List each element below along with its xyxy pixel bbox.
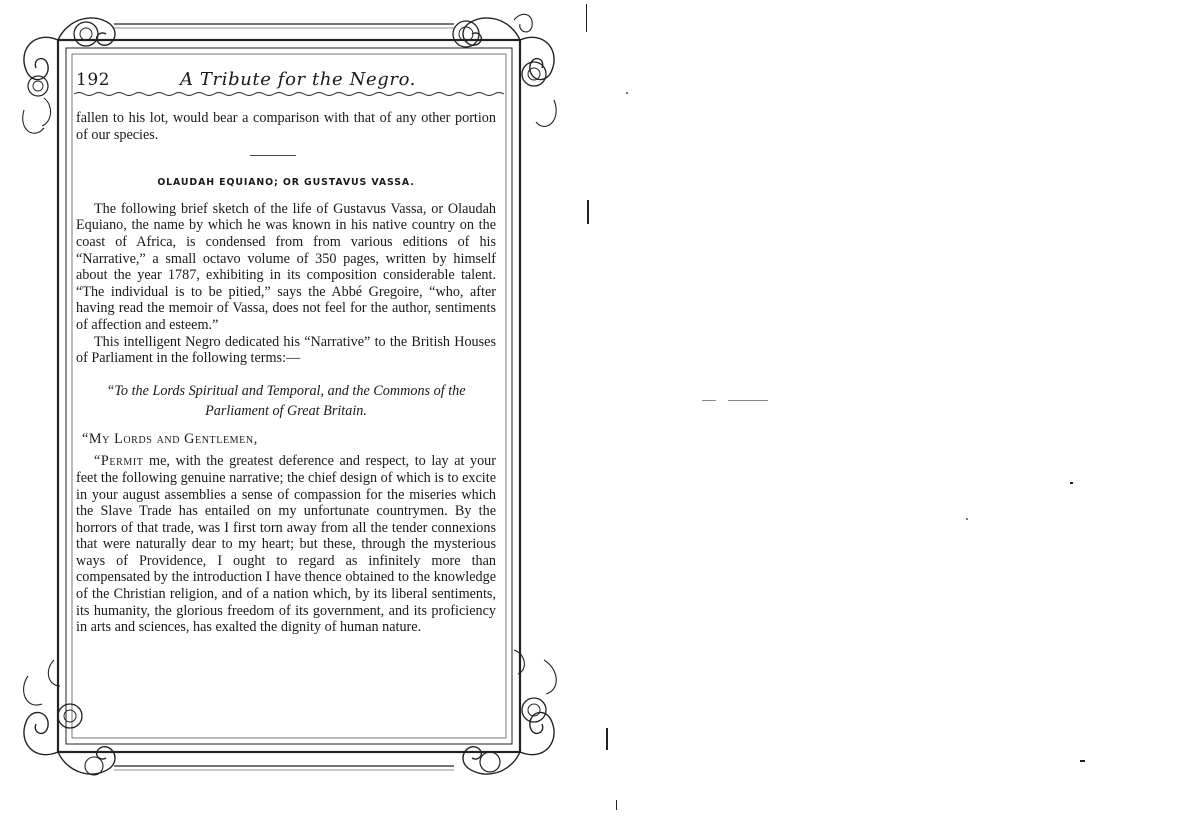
letter-text: me, with the greatest deference and respect, to lay at your feet the following genuine narrative; the chief design of which is to excite in your august assemblies a sense of compassion for the miseries which the Slave Trade has entailed on my unfortunate countrymen. By the horrors of that trade, was I first torn away from all the tender connexions that were naturally dear to my heart; but these, through the mysterious ways of Providence, I ought to regard as infinitely more than compensated by the introduction I have thence obtained to the knowledge of the Christian religion, and of a nation which, by its liberal sentiments, its humanity, the glorious freedom of its government, and its proficiency in arts and sciences, has exalted the dignity of human nature. [76,453,496,636]
scan-mark [1080,760,1085,762]
scan-mark [966,518,968,520]
dedication: “To the Lords Spiritual and Temporal, and the Commons of the Parliament of Great Britain. [106,382,466,419]
scan-mark [702,400,716,401]
book-page [76,60,494,730]
scan-mark [587,200,589,224]
page-number: 192 [76,70,110,90]
salutation: “My Lords and Gentlemen, [82,430,258,447]
blank-facing-page [580,0,1200,816]
body-paragraph-2: This intelligent Negro dedicated his “Narrative” to the British Houses of Parliament in the following terms:— [76,333,496,367]
continuation-paragraph: fallen to his lot, would bear a comparison with that of any other portion of our species. [76,110,496,143]
scan-mark [586,4,587,32]
letter-paragraph [76,453,496,636]
page-body [76,110,496,636]
scan-mark [606,728,608,750]
scan-mark [1070,482,1073,484]
scan-mark [728,400,768,401]
section-divider [250,155,296,156]
body-paragraph-1: The following brief sketch of the life of Gustavus Vassa, or Olaudah Equiano, the name by which he was known in his native country on the coast of Africa, is condensed from from various editions of his “Narrative,” a small octavo volume of 350 pages, written by himself about the year 1787, exhibiting in its composition considerable talent. “The individual is to be pitied,” says the Abbé Gregoire, “who, after having read the memoir of Vassa, does not feel for the author, sentiments of affection and esteem.” [76,200,496,333]
letter-lead-word: “Permit [94,453,144,470]
running-head [76,70,494,96]
section-heading: OLAUDAH EQUIANO; OR GUSTAVUS VASSA. [157,177,415,189]
scan-mark [626,92,628,94]
running-title: A Tribute for the Negro. [180,69,417,90]
scan-mark [616,800,617,810]
